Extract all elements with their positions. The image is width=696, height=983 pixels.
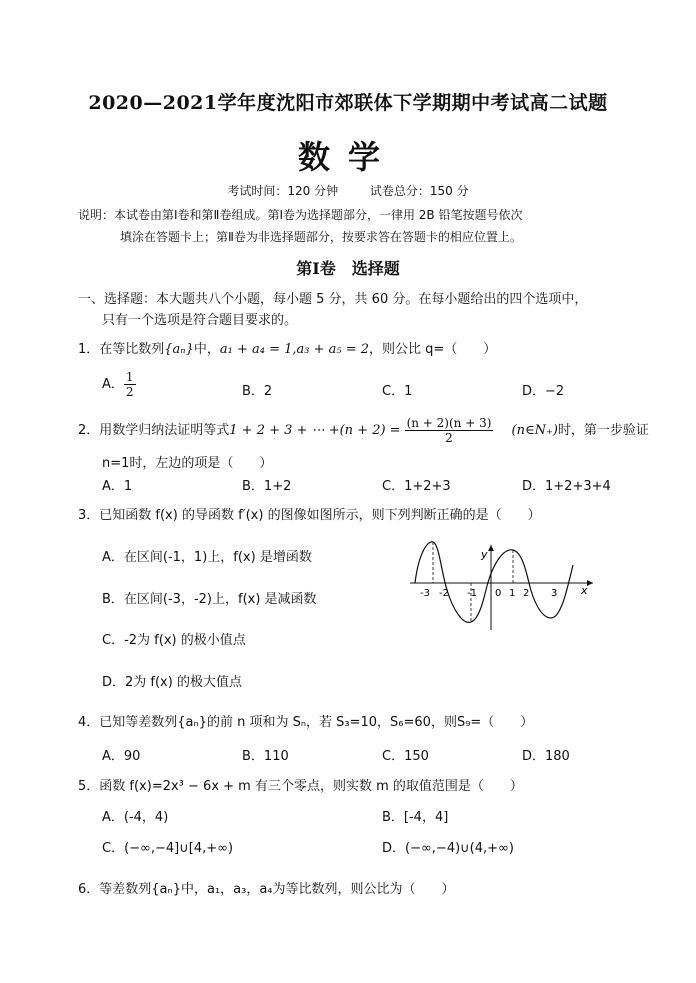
q5-option-c: C．(−∞,−4]∪[4,+∞) (102, 841, 234, 856)
q1-text-a: 1．在等比数列 (78, 342, 165, 357)
y-axis-label: y (481, 548, 488, 561)
exam-meta (0, 182, 696, 199)
q2-lhs: 1 + 2 + 3 + ⋯ +(n + 2) = (229, 423, 401, 438)
q2-denominator: 2 (445, 431, 453, 445)
q1-option-a (102, 370, 136, 399)
q1-option-c: C．1 (382, 384, 413, 399)
tick-label: -3 (420, 588, 430, 599)
exam-score: 试卷总分：150 分 (369, 184, 469, 198)
q1-option-b: B．2 (242, 384, 273, 399)
q1-option-d: D．−2 (522, 384, 565, 399)
q4-option-d: D．180 (522, 749, 570, 764)
section-intro-line-2: 只有一个选项是符合题目要求的。 (102, 313, 298, 328)
q3-option-a: A．在区间(-1，1)上，f(x) 是增函数 (102, 550, 312, 565)
y-axis-arrow (488, 545, 494, 551)
q4-option-a: A．90 (102, 749, 141, 764)
derivative-curve (415, 542, 573, 623)
q2-option-c: C．1+2+3 (382, 479, 451, 494)
tick-label: 1 (509, 588, 516, 599)
q2-text-a: 2．用数学归纳法证明等式 (78, 423, 230, 438)
question-3: 3．已知函数 f(x) 的导函数 f′(x) 的图像如图所示，则下列判断正确的是（ ） (78, 508, 541, 523)
x-axis-label: x (581, 584, 588, 597)
q4-option-b: B．110 (242, 749, 289, 764)
paper-title: 2020—2021学年度沈阳市郊联体下学期期中考试高二试题 (88, 92, 608, 114)
exam-time: 考试时间：120 分钟 (227, 184, 339, 198)
instructions-line-2: 填涂在答题卡上；第Ⅱ卷为非选择题部分，按要求答在答题卡的相应位置上。 (120, 230, 522, 244)
section-intro-line-1: 一、选择题：本大题共八个小题，每小题 5 分，共 60 分。在每小题给出的四个选项中， (78, 292, 588, 307)
q1-text-c: ，则公比 q=（ ） (369, 342, 497, 357)
q3-option-d: D．2为 f(x) 的极大值点 (102, 675, 242, 690)
q3-option-c: C．-2为 f(x) 的极小值点 (102, 633, 246, 648)
question-6: 6．等差数列{aₙ}中，a₁，a₃，a₄为等比数列，则公比为（ ） (78, 882, 455, 897)
q3-option-b: B．在区间(-3，-2)上，f(x) 是减函数 (102, 592, 317, 607)
q5-option-b: B．[-4，4] (382, 810, 449, 825)
question-5: 5．函数 f(x)=2x³ − 6x + m 有三个零点，则实数 m 的取值范围是（ ） (78, 779, 523, 794)
q2-line-2: n=1时，左边的项是（ ） (102, 456, 273, 471)
derivative-graph (405, 530, 600, 635)
q1-option-a-denominator: 2 (125, 385, 134, 399)
x-axis-arrow (587, 580, 593, 586)
q2-text-b: 时，第一步验证 (557, 423, 649, 438)
q2-domain: (n∈N₊) (511, 423, 558, 438)
question-4: 4．已知等差数列{aₙ}的前 n 项和为 Sₙ，若 S₃=10，S₆=60，则S₉=（ ） (78, 715, 534, 730)
tick-label: -2 (439, 588, 449, 599)
question-2 (78, 416, 649, 445)
tick-label: 3 (551, 588, 558, 599)
q4-option-c: C．150 (382, 749, 429, 764)
section-title: 第Ⅰ卷 选择题 (296, 259, 400, 278)
q2-numerator: (n + 2)(n + 3) (406, 416, 492, 430)
origin-label: 0 (495, 588, 502, 599)
q5-option-a: A．(-4，4) (102, 810, 169, 825)
q2-fraction (405, 416, 494, 445)
q5-option-d: D．(−∞,−4)∪(4,+∞) (382, 841, 514, 856)
q1-text-b: 中， (193, 342, 220, 357)
tick-label: -1 (467, 588, 477, 599)
q1-condition: a₁ + a₄ = 1,a₃ + a₅ = 2 (219, 342, 370, 357)
q2-option-b: B．1+2 (242, 479, 292, 494)
q1-option-a-fraction (124, 370, 136, 399)
q1-sequence: {aₙ} (164, 342, 194, 357)
q1-option-a-numerator: 1 (125, 370, 134, 384)
subject-title: 数学 (297, 138, 398, 176)
question-1 (78, 338, 496, 357)
tick-label: 2 (523, 588, 530, 599)
instructions-line-1: 说明：本试卷由第Ⅰ卷和第Ⅱ卷组成。第Ⅰ卷为选择题部分，一律用 2B 铅笔按题号依次 (78, 208, 523, 222)
q1-option-a-label: A． (102, 377, 124, 392)
q2-option-a: A．1 (102, 479, 133, 494)
q2-option-d: D．1+2+3+4 (522, 479, 611, 494)
